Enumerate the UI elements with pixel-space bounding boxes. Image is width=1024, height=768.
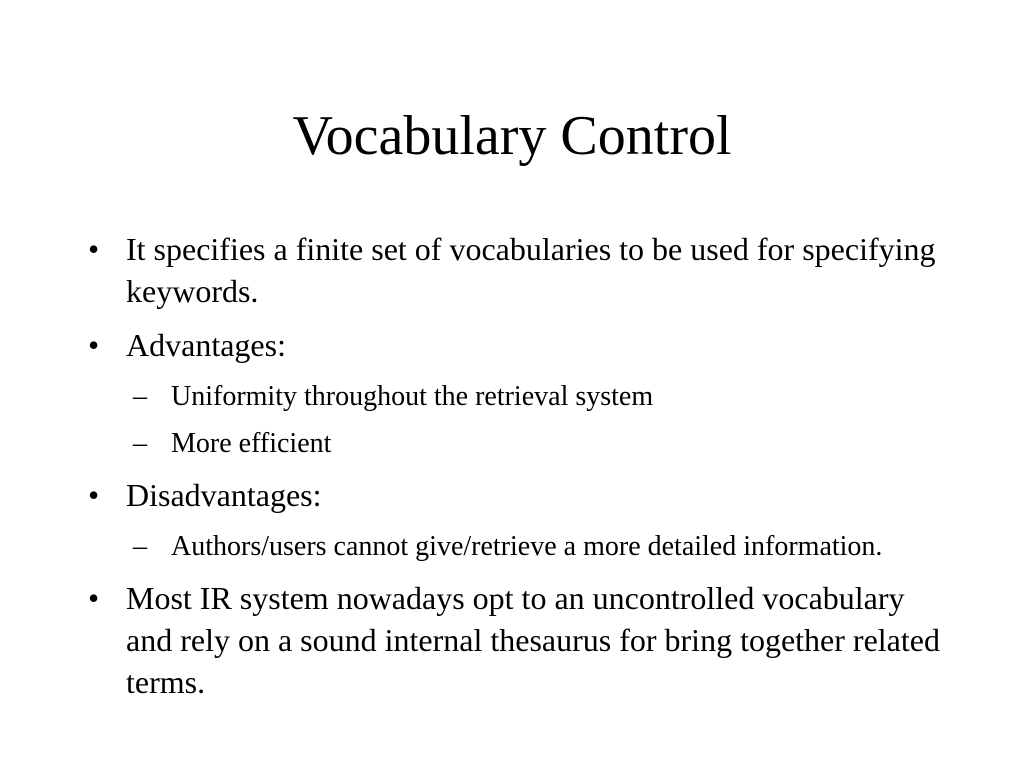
bullet-text: Most IR system nowadays opt to an uncontrolled vocabulary and rely on a sound internal thesaurus for bring together related terms. [126,580,940,700]
bullet-marker: • [88,477,100,513]
sub-bullet-marker: – [133,381,147,412]
sub-bullet-text: Authors/users cannot give/retrieve a more detailed information. [171,531,883,562]
sub-bullet-text: Uniformity throughout the retrieval system [171,381,654,412]
bullet-marker: • [88,327,100,363]
sub-bullet-item [133,378,948,415]
bullet-item [88,228,948,312]
bullet-marker: • [88,580,100,616]
sub-bullet-marker: – [133,531,147,562]
bullet-text: It specifies a finite set of vocabularies to be used for specifying keywords. [126,231,936,309]
bullet-marker: • [88,231,100,267]
sub-bullet-text: More efficient [171,428,332,459]
bullet-item [88,474,948,516]
bullet-text: Advantages: [126,327,286,363]
sub-bullet-marker: – [133,428,147,459]
sub-bullet-item [133,528,948,565]
bullet-item [88,324,948,366]
bullet-item [88,577,948,703]
bullet-text: Disadvantages: [126,477,322,513]
advantages-list [88,378,948,462]
slide-title: Vocabulary Control [292,105,732,167]
slide-content [88,228,948,715]
sub-bullet-item [133,425,948,462]
disadvantages-list [88,528,948,565]
